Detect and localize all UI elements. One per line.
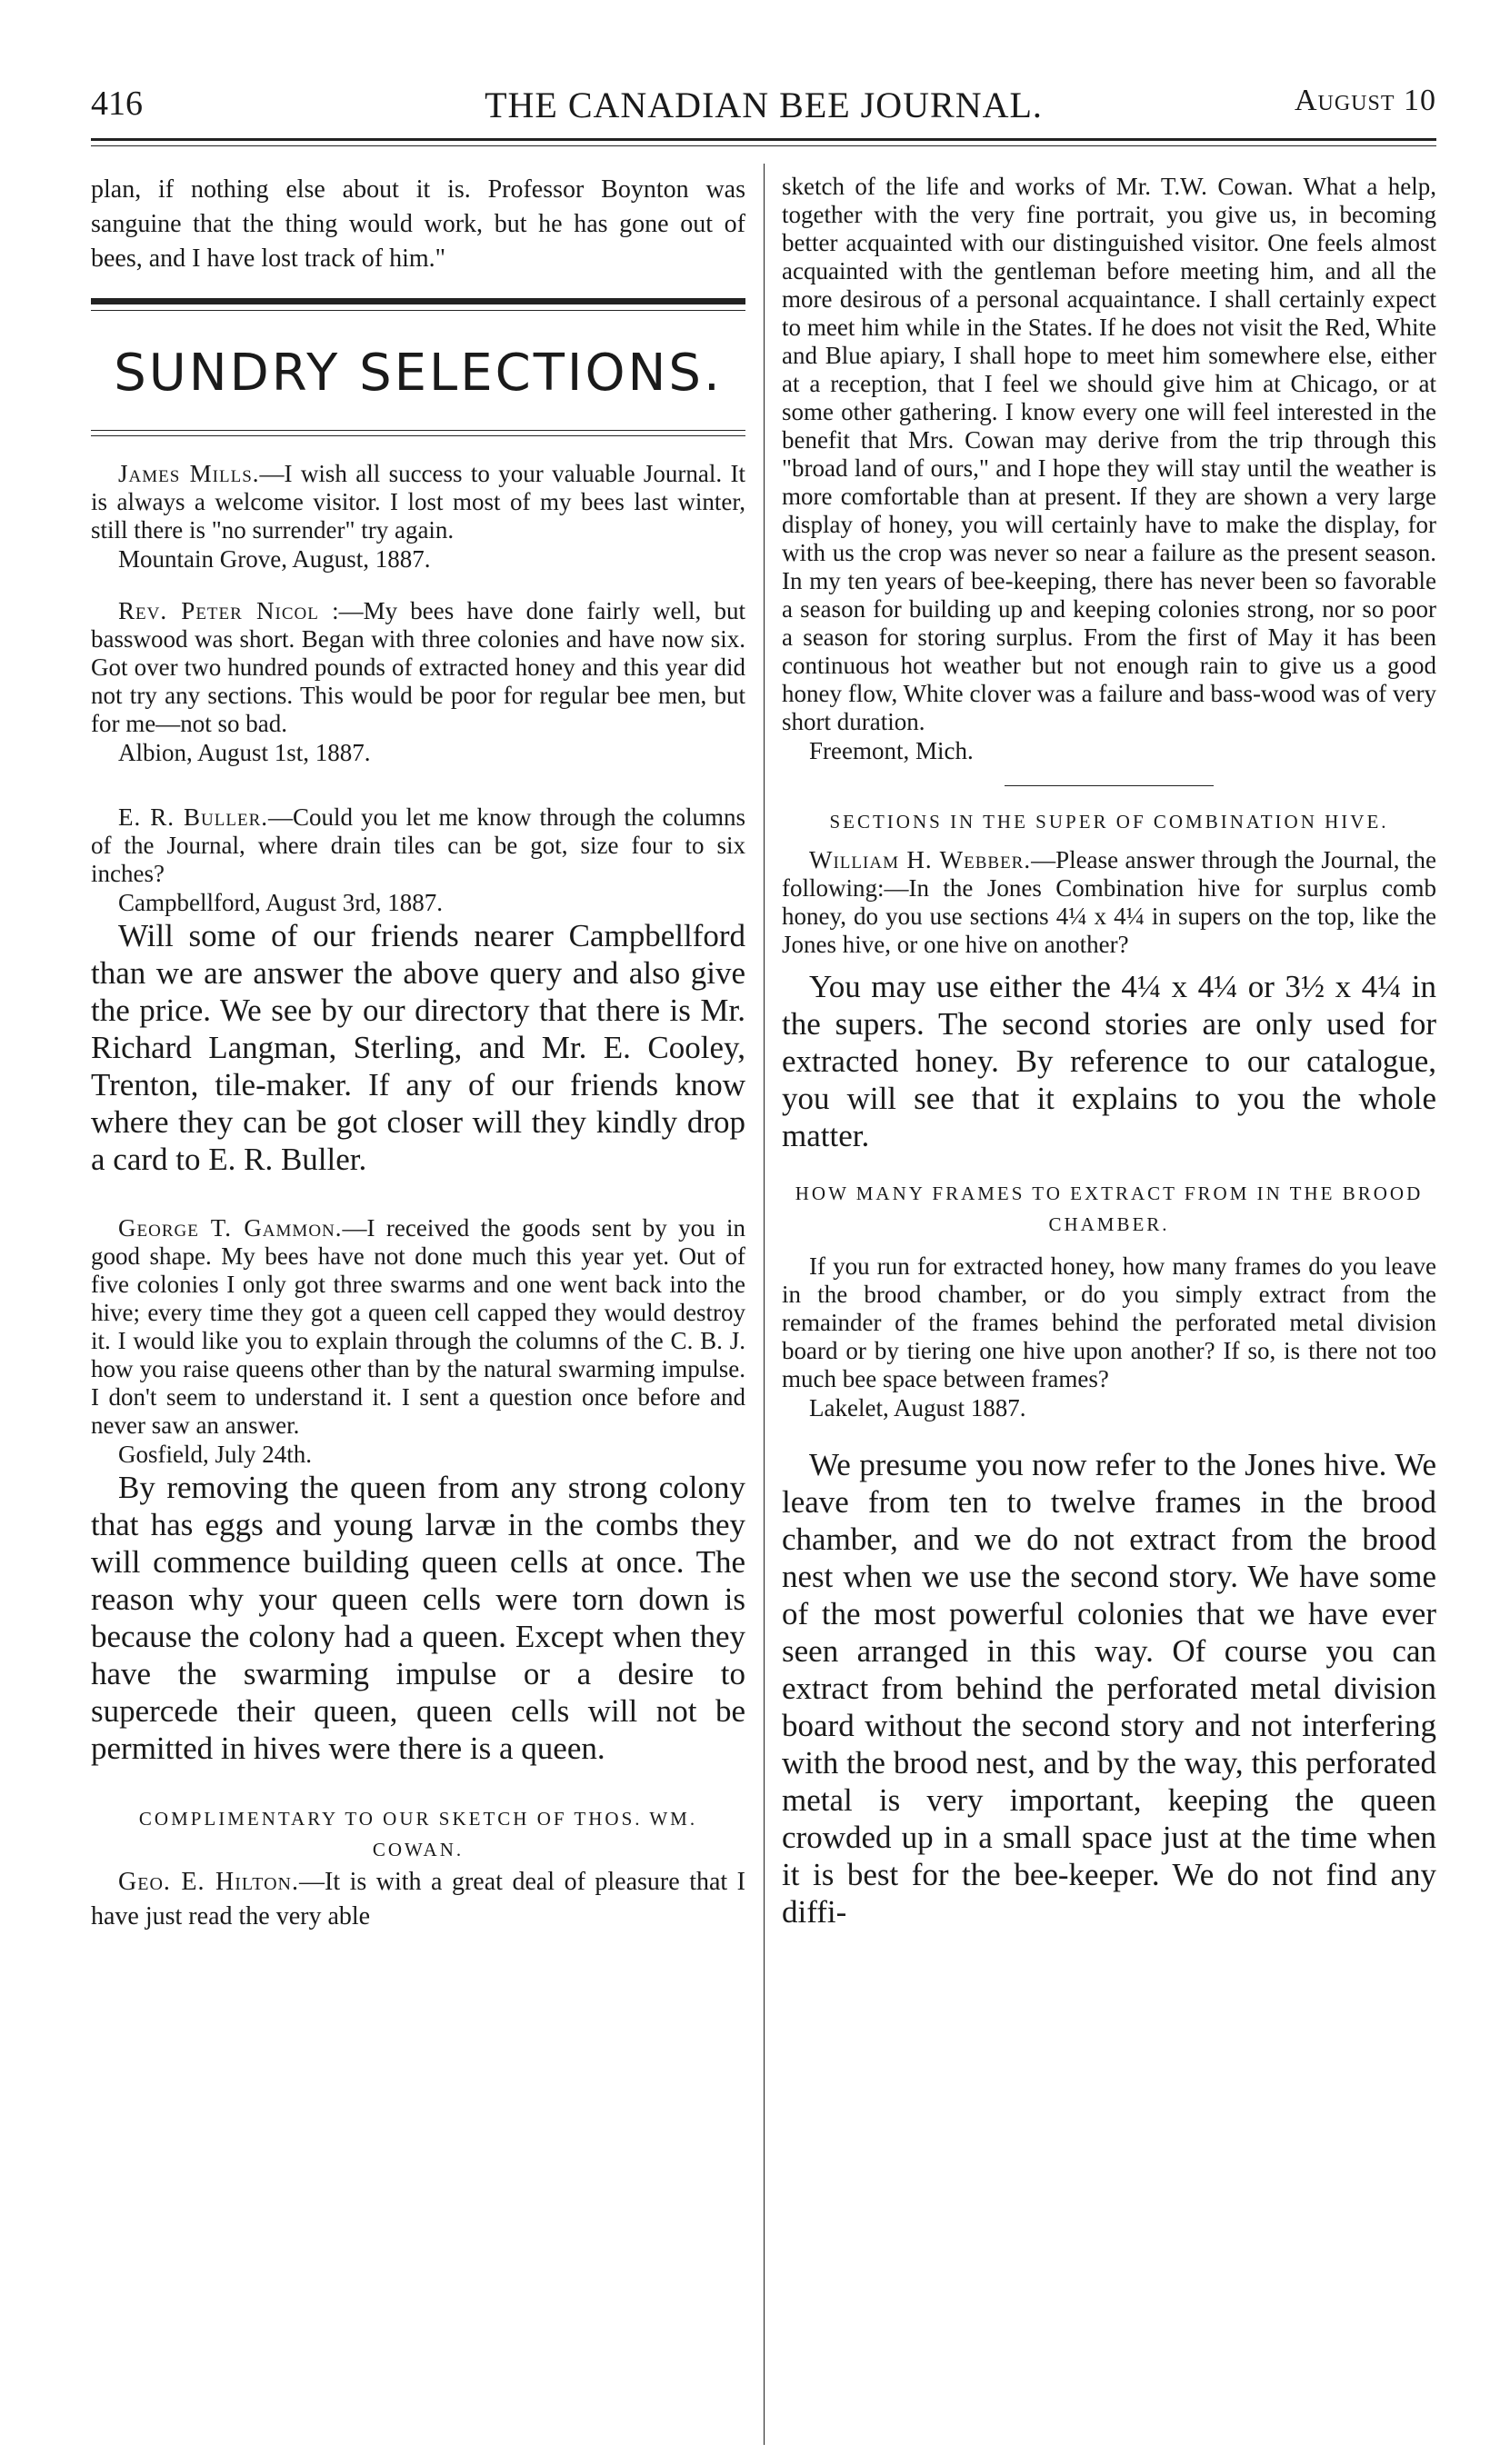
subsection-heading: COMPLIMENTARY TO OUR SKETCH OF THOS. WM. COWAN. xyxy=(138,1808,698,1860)
header-rule xyxy=(91,138,1436,141)
section-rule-thin xyxy=(91,310,745,311)
letter-buller: E. R. Buller.—Could you let me know through the columns of the Journal, where drain tiles can be got, size four to six inches? xyxy=(91,803,746,887)
letter-hilton-continued: sketch of the life and works of Mr. T.W. Cowan. What a help, together with the very fine portrait, you give us, in becoming better acquainted with our distinguished visitor. One feels almost acquainted with the gentleman before meeting him, and all the more desirous of a personal acquaintance. I shall certainly expect to meet him while in the States. If he does not visit the Red, White and Blue apiary, I shall hope to meet him somewhere else, either at a reception, that I feel we should give him at Chicago, or at some other gathering. I know every one will feel interested in the benefit that Mrs. Cowan may derive from the trip through this "broad land of ours," and I hope they will stay until the weather is more comfortable than at present. If they are shown a very large display of honey, you will certainly have to make the display, for with us the crop was never so near a failure as the present season. In my ten years of bee-keeping, there has never been so favorable a season for building up and keeping colonies strong, nor so poor a season for storing surplus. From the first of May it has been continuous hot weather but not enough rain to give us a good honey flow, White clover was a failure and bass-wood was of very short duration. xyxy=(782,173,1436,735)
journal-title: THE CANADIAN BEE JOURNAL. xyxy=(485,85,1043,125)
correspondent-name: E. R. Buller. xyxy=(118,803,268,831)
editor-reply: By removing the queen from any strong colony that has eggs and young larvæ in the combs they will commence building queen cells at once. The reason why your queen cells were torn down is because the colony had a queen. Except when they have the swarming impulse or a desire to supercede their queen, queen cells will not be permitted in hives were there is a queen. xyxy=(91,1470,745,1766)
letter-place: Gosfield, July 24th. xyxy=(118,1441,312,1468)
editor-reply: We presume you now refer to the Jones hive. We leave from ten to twelve frames in the brood chamber, and we do not extract from the brood nest when we use the second story. We have some of the most powerful colonies that we have ever seen arranged in this way. Of course you can extract from behind the perforated metal division board without the second story and not interfering with the brood nest, and by the way, this perforated metal is very important, keeping the queen crowded up in a small space just at the time when it is best for the bee-keeper. We do not find any diffi- xyxy=(782,1447,1436,1930)
section-rule xyxy=(91,298,745,304)
issue-date: August 10 xyxy=(1294,84,1436,117)
short-rule xyxy=(1005,785,1214,786)
intro-paragraph: plan, if nothing else about it is. Professor Boynton was sanguine that the thing would work, but he has gone out of bees, and I have lost track of him." xyxy=(91,175,745,273)
editor-reply: You may use either the 4¼ x 4¼ or 3½ x 4¼ in the supers. The second stories are only used for extracted honey. By reference to our catalogue, you will see that it explains to you the whole matter. xyxy=(782,969,1436,1153)
subsection-heading: SECTIONS IN THE SUPER OF COMBINATION HIVE. xyxy=(829,811,1389,833)
letter-mills: James Mills.—I wish all success to your valuable Journal. It is always a welcome visitor. I lost most of my bees last winter, still there is "no surrender" try again. xyxy=(91,460,745,544)
right-column xyxy=(782,173,1436,1930)
letter-nicol: Rev. Peter Nicol :—My bees have done fairly well, but basswood was short. Began with three colonies and have now six. Got over two hundred pounds of extracted honey and this year did not try any sections. This would be poor for regular bee men, but for me—not so bad. xyxy=(91,597,745,737)
editor-reply: Will some of our friends nearer Campbellford than we are answer the above query and also give the price. We see by our directory that there is Mr. Richard Langman, Sterling, and Mr. E. Cooley, Trenton, tile-maker. If any of our friends know where they can be got closer will they kindly drop a card to E. R. Buller. xyxy=(91,918,745,1177)
title-rule xyxy=(91,430,745,436)
subsection-heading: HOW MANY FRAMES TO EXTRACT FROM IN THE BROOD CHAMBER. xyxy=(795,1182,1424,1235)
letter-hilton: Geo. E. Hilton.—It is with a great deal of pleasure that I have just read the very able xyxy=(91,1868,745,1930)
correspondent-name: Geo. E. Hilton. xyxy=(118,1868,299,1896)
column-divider xyxy=(764,164,765,2445)
journal-page xyxy=(91,82,1436,2445)
letter-place: Albion, August 1st, 1887. xyxy=(118,739,371,766)
section-title: SUNDRY SELECTIONS. xyxy=(114,344,723,403)
correspondent-name: James Mills. xyxy=(118,460,260,487)
correspondent-name: William H. Webber. xyxy=(809,846,1032,873)
correspondent-name: Rev. Peter Nicol xyxy=(118,597,319,624)
correspondent-name: George T. Gammon. xyxy=(118,1214,343,1242)
left-column xyxy=(91,173,745,1934)
letter-lakelet: If you run for extracted honey, how many frames do you leave in the brood chamber, or do you simply extract from the remainder of the frames behind the perforated metal division board or by tiering one hive upon another? If so, is there not too much bee space between frames? xyxy=(782,1252,1436,1392)
letter-place: Freemont, Mich. xyxy=(809,737,974,764)
letter-place: Lakelet, August 1887. xyxy=(809,1394,1026,1422)
letter-gammon: George T. Gammon.—I received the goods sent by you in good shape. My bees have not done much this year yet. Out of five colonies I only got three swarms and one went back into the hive; every time they got a queen cell capped they would destroy it. I would like you to explain through the columns of the C. B. J. how you raise queens other than by the natural swarming impulse. I don't seem to understand it. I sent a question once before and never saw an answer. xyxy=(91,1214,745,1439)
letter-webber: William H. Webber.—Please answer through the Journal, the following:—In the Jones Combination hive for surplus comb honey, do you use sections 4¼ x 4¼ in supers on the top, like the Jones hive, or one hive on another? xyxy=(782,846,1436,958)
letter-place: Mountain Grove, August, 1887. xyxy=(118,545,431,573)
header-rule-thin xyxy=(91,145,1436,146)
letter-place: Campbellford, August 3rd, 1887. xyxy=(118,889,443,916)
page-number: 416 xyxy=(91,85,143,123)
page-header xyxy=(91,82,1436,136)
